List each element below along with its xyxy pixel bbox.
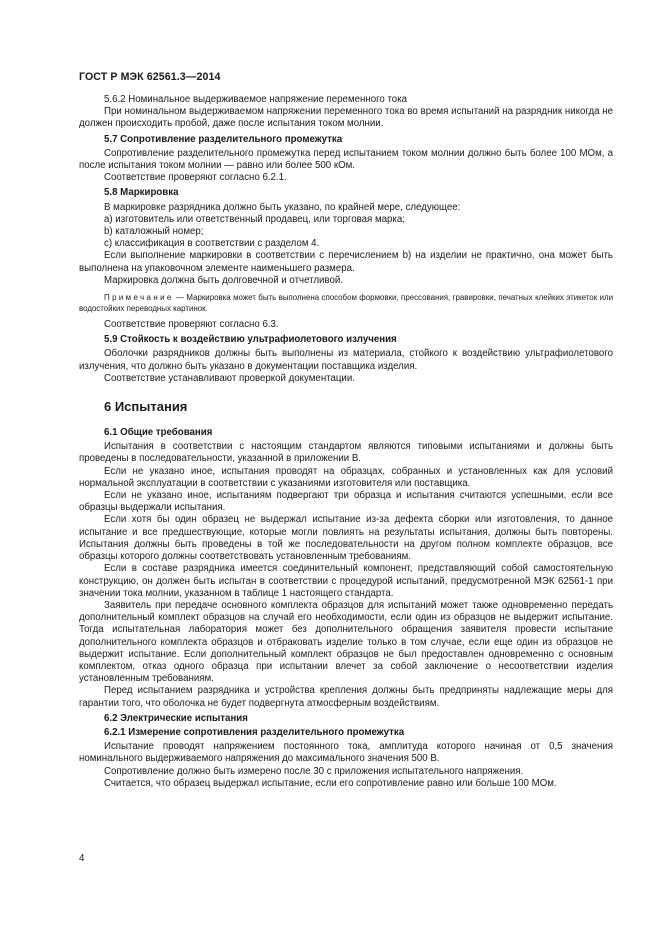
- paragraph: Если хотя бы один образец не выдержал испытание из-за дефекта сборки или изготовления, то данное испытание и все предшествующие, которые могли повлиять на результаты испытания, должны быть повторены. Испытания должны быть проведены в той же последовательности на другом полном комплекте образцов, все образцы которого должны соответствовать установленным требованиям.: [79, 514, 613, 563]
- paragraph: Соответствие устанавливают проверкой документации.: [104, 372, 355, 384]
- paragraph: Оболочки разрядников должны быть выполнены из материала, стойкого к воздействию ультрафиолетового излучения, что должно быть указано в документации поставщика изделия.: [79, 348, 613, 372]
- list-item: a) изготовитель или ответственный продавец, или торговая марка;: [104, 213, 405, 225]
- section-6-heading: 6 Испытания: [104, 399, 188, 415]
- page-number: 4: [79, 853, 85, 864]
- paragraph: Сопротивление должно быть измерено после 30 с приложения испытательного напряжения.: [104, 765, 524, 777]
- note-text: — Маркировка может быть выполнена способом формовки, прессования, гравировки, печатных клейких этикеток или водостойких переводных картинок.: [79, 293, 613, 314]
- note-label: Примечание: [104, 293, 174, 303]
- paragraph: Испытания в соответствии с настоящим стандартом являются типовыми испытаниями и должны быть проведены в последовательности, указанной в приложении В.: [79, 441, 613, 465]
- standard-header: ГОСТ Р МЭК 62561.3—2014: [79, 71, 221, 83]
- section-6-1-heading: 6.1 Общие требования: [104, 427, 213, 439]
- paragraph: Если выполнение маркировки в соответствии с перечислением b) на изделии не практично, она может быть выполнена на упаковочном элементе наименьшего размера.: [79, 250, 613, 274]
- section-5-8-heading: 5.8 Маркировка: [104, 187, 179, 199]
- paragraph: Если не указано иное, испытаниям подвергают три образца и испытания считаются успешными, если все образцы выдержали испытания.: [79, 490, 613, 514]
- paragraph: Маркировка должна быть долговечной и отчетливой.: [104, 274, 343, 286]
- list-item: b) каталожный номер;: [104, 226, 204, 238]
- paragraph: В маркировке разрядника должно быть указано, по крайней мере, следующее:: [104, 201, 461, 213]
- paragraph: Если в составе разрядника имеется соединительный компонент, представляющий собой самостоятельную конструкцию, он должен быть испытан в соответствии с процедурой испытаний, предусмотренной МЭК 62561-1 при значении тока молнии, указанном в таблице 1 настоящего стандарта.: [79, 563, 613, 599]
- section-6-2-heading: 6.2 Электрические испытания: [104, 712, 248, 724]
- section-5-6-2-title: 5.6.2 Номинальное выдерживаемое напряжение переменного тока: [104, 94, 408, 105]
- marking-list: [79, 214, 613, 251]
- paragraph: Считается, что образец выдержал испытание, если его сопротивление равно или больше 100 МОм.: [104, 777, 557, 789]
- paragraph: При номинальном выдерживаемом напряжении переменного тока во время испытаний на разрядник никогда не должен происходить пробой, даже после испытания током молнии.: [79, 106, 613, 130]
- paragraph: Заявитель при передаче основного комплекта образцов для испытаний может также одновременно передать дополнительный комплект образцов на случай его необходимости, если один из образцов не выдержит испытание. Тогда испытательная лаборатория может без дополнительного обращения заявителя провести испытание дополнительного комплекта образцов и отбраковать изделие только в том случае, если еще один из образцов не выдержит испытание. Если дополнительный комплект образцов не был предоставлен одновременно с основным комплектом, отказ одного образца при испытании влечет за собой заключение о несоответствии изделия установленным требованиям.: [79, 599, 613, 685]
- paragraph: Испытание проводят напряжением постоянного тока, амплитуда которого начиная от 0,5 значения номинального выдерживаемого напряжения до максимального значения 500 В.: [79, 741, 613, 765]
- page-content: [79, 94, 613, 790]
- paragraph: Если не указано иное, испытания проводят на образцах, собранных и установленных как для условий нормальной эксплуатации в соответствии с указаниями изготовителя или поставщика.: [79, 465, 613, 489]
- paragraph: Соответствие проверяют согласно 6.2.1.: [104, 172, 287, 184]
- paragraph: Соответствие проверяют согласно 6.3.: [104, 319, 279, 331]
- paragraph: Сопротивление разделительного промежутка перед испытанием током молнии должно быть более 100 МОм, а после испытания током молнии — равно или более 500 кОм.: [79, 147, 613, 172]
- section-6-2-1-heading: 6.2.1 Измерение сопротивления разделительного промежутка: [104, 726, 405, 738]
- list-item: c) классификация в соответствии с разделом 4.: [104, 238, 320, 250]
- paragraph: Перед испытанием разрядника и устройства крепления должны быть предприняты надлежащие меры для гарантии того, что оболочка не будет подвергнута атмосферным воздействиям.: [79, 685, 613, 709]
- note: [79, 292, 613, 314]
- section-5-9-heading: 5.9 Стойкость к воздействию ультрафиолетового излучения: [104, 334, 397, 346]
- section-5-7-heading: 5.7 Сопротивление разделительного промежутка: [104, 133, 343, 145]
